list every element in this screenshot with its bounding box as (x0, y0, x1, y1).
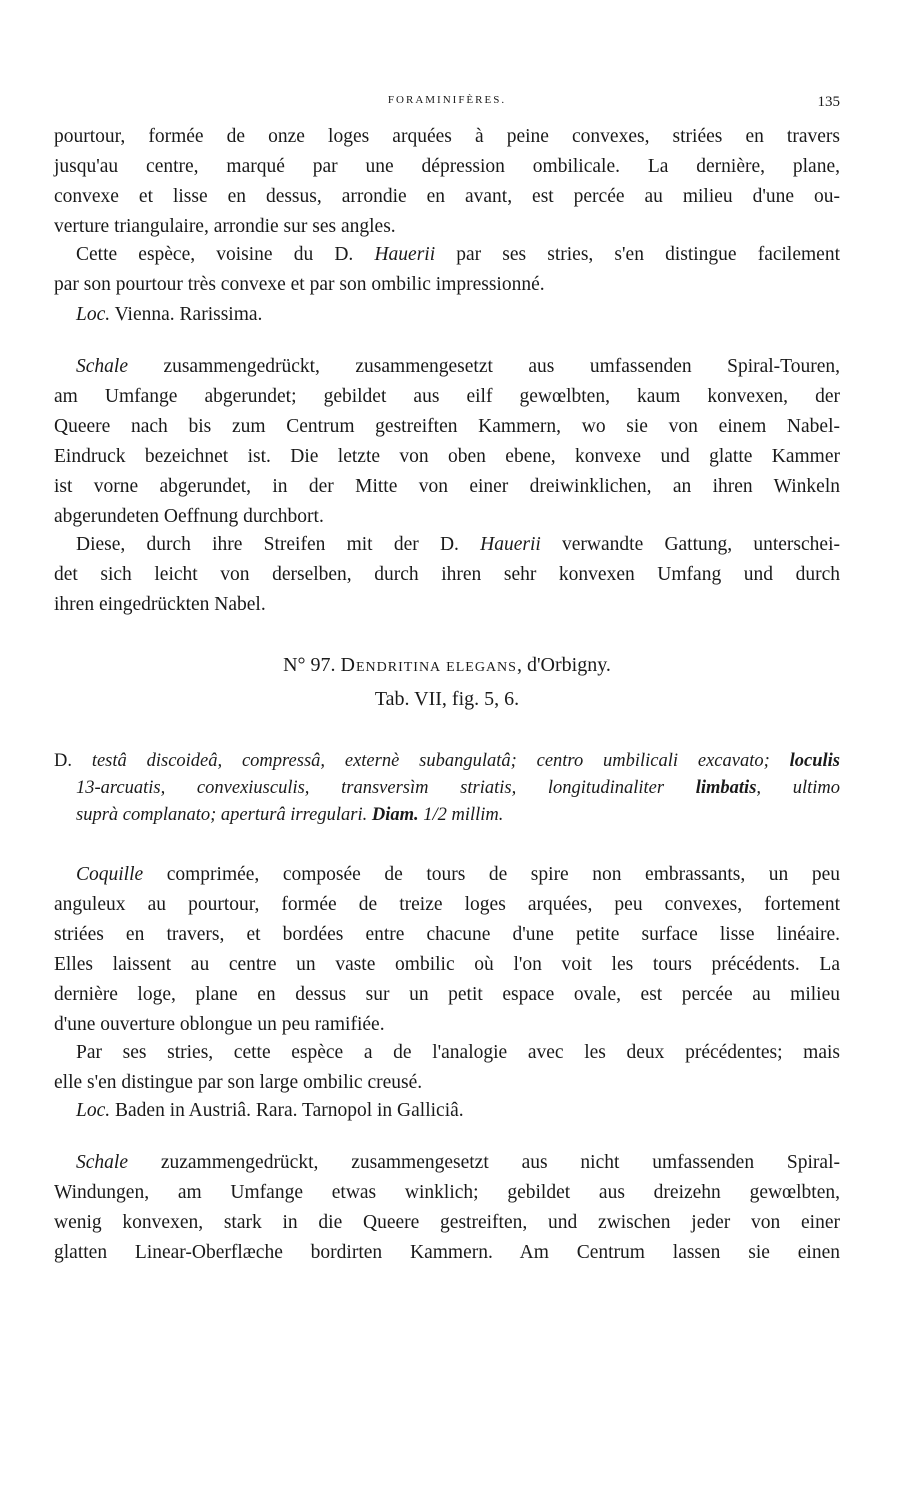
latin-diagnosis (54, 748, 840, 829)
text-line: Loc. Vienna. Rarissima. (76, 304, 263, 325)
locality-1 (54, 300, 840, 330)
text-line: ihren eingedrückten Nabel. (54, 594, 266, 615)
text-line: D. testâ discoideâ, compressâ, externè subangulatâ; centro umbilicali excavato; loculis (54, 751, 840, 771)
paragraph-german-2 (54, 530, 840, 620)
text-line: convexe et lisse en dessus, arrondie en avant, est percée au milieu d'une ou- (54, 186, 840, 207)
species-heading (54, 648, 840, 716)
text-line: striées en travers, et bordées entre chacune d'une petite surface lisse linéaire. (54, 924, 840, 945)
text-line: anguleux au pourtour, formée de treize loges arquées, peu convexes, fortement (54, 894, 840, 915)
plate-reference: Tab. VII, fig. 5, 6. (374, 688, 520, 710)
text-line: suprà complanato; aperturâ irregulari. Diam. 1/2 millim. (76, 805, 504, 825)
text-line: am Umfange abgerundet; gebildet aus eilf gewœlbten, kaum konvexen, der (54, 386, 840, 407)
text-line: verture triangulaire, arrondie sur ses angles. (54, 216, 396, 237)
text-line: glatten Linear-Oberflæche bordirten Kammern. Am Centrum lassen sie einen (54, 1242, 840, 1263)
text-line: Windungen, am Umfange etwas winklich; gebildet aus dreizehn gewœlbten, (54, 1182, 840, 1203)
running-title: FORAMINIFÈRES. (387, 94, 507, 106)
text-line: d'une ouverture oblongue un peu ramifiée. (54, 1014, 385, 1035)
text-line: elle s'en distingue par son large ombilic creusé. (54, 1072, 423, 1093)
paragraph-french-3 (54, 860, 840, 1040)
text-line: Diese, durch ihre Streifen mit der D. Hauerii verwandte Gattung, unterschei- (76, 534, 840, 555)
text-line: jusqu'au centre, marqué par une dépression ombilicale. La dernière, plane, (54, 156, 840, 177)
text-line: wenig konvexen, stark in die Queere gestreiften, und zwischen jeder von einer (54, 1212, 840, 1233)
text-line: Cette espèce, voisine du D. Hauerii par ses stries, s'en distingue facilement (76, 244, 840, 265)
text-line: 13-arcuatis, convexiusculis, transversìm striatis, longitudinaliter limbatis, ultimo (76, 778, 841, 798)
text-line: dernière loge, plane en dessus sur un petit espace ovale, est percée au milieu (54, 984, 840, 1005)
text-line: Schale zusammengedrückt, zusammengesetzt aus umfassenden Spiral-Touren, (76, 356, 840, 377)
text-line: Eindruck bezeichnet ist. Die letzte von oben ebene, konvexe und glatte Kammer (54, 446, 840, 467)
running-head (54, 94, 840, 114)
text-line: abgerundeten Oeffnung durchbort. (54, 506, 324, 527)
paragraph-german-1 (54, 352, 840, 532)
text-line: ist vorne abgerundet, in der Mitte von einer dreiwinklichen, an ihren Winkeln (54, 476, 840, 497)
text-line: par son pourtour très convexe et par son ombilic impressionné. (54, 274, 545, 295)
paragraph-french-1 (54, 122, 840, 242)
text-line: pourtour, formée de onze loges arquées à peine convexes, striées en travers (54, 126, 840, 147)
text-line: Schale zuzammengedrückt, zusammengesetzt aus nicht umfassenden Spiral- (76, 1152, 840, 1173)
text-line: Elles laissent au centre un vaste ombilic où l'on voit les tours précédents. La (54, 954, 840, 975)
page-number: 135 (817, 94, 840, 110)
text-line: Queere nach bis zum Centrum gestreiften Kammern, wo sie von einem Nabel- (54, 416, 840, 437)
paragraph-french-4 (54, 1038, 840, 1098)
text-line: Loc. Baden in Austriâ. Rara. Tarnopol in Galliciâ. (76, 1100, 464, 1121)
locality-2 (54, 1096, 840, 1126)
species-title: N° 97. Dendritina elegans, d'Orbigny. (283, 654, 611, 676)
text-line: det sich leicht von derselben, durch ihren sehr konvexen Umfang und durch (54, 564, 840, 585)
paragraph-french-2 (54, 240, 840, 300)
paragraph-german-3 (54, 1148, 840, 1268)
text-line: Coquille comprimée, composée de tours de spire non embrassants, un peu (76, 864, 840, 885)
text-line: Par ses stries, cette espèce a de l'analogie avec les deux précédentes; mais (76, 1042, 840, 1063)
